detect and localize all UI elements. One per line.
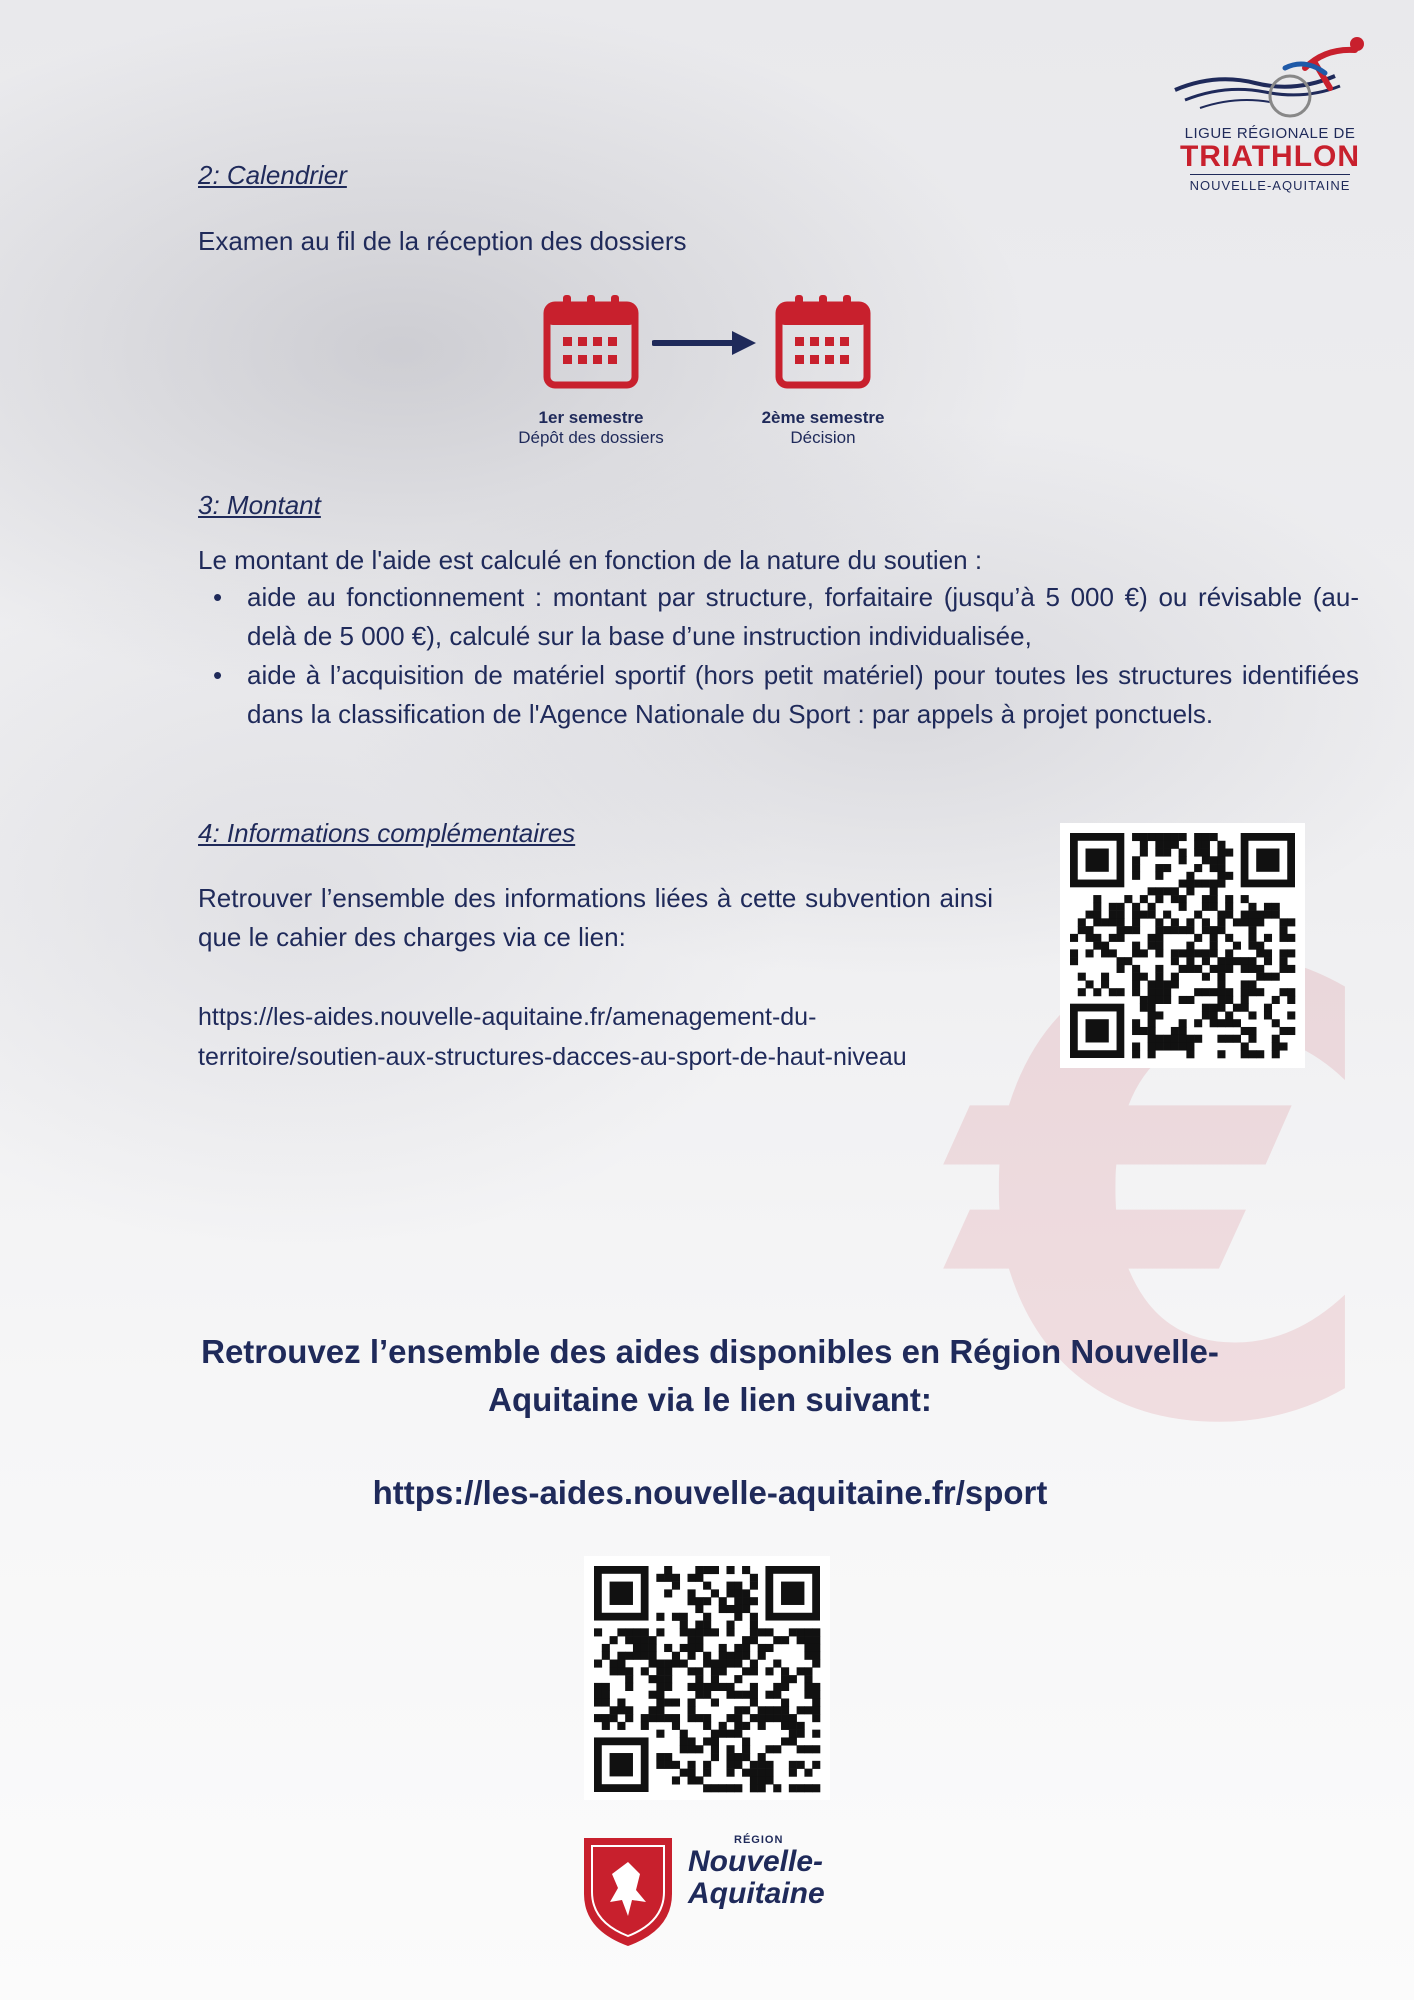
region-name2: Aquitaine <box>688 1877 825 1910</box>
region-text <box>688 1834 848 1910</box>
arrow-right-icon <box>652 328 762 358</box>
calendar-icon <box>775 295 871 390</box>
section3-bullets <box>195 578 1359 734</box>
section4-link-line1[interactable]: https://les-aides.nouvelle-aquitaine.fr/amenagement-du- <box>198 1003 817 1031</box>
region-small: RÉGION <box>734 1834 784 1846</box>
logo-line3: NOUVELLE-AQUITAINE <box>1190 174 1351 193</box>
step1-title: 1er semestre <box>538 408 644 427</box>
region-name1: Nouvelle- <box>688 1845 824 1878</box>
section3-heading: 3: Montant <box>198 490 321 520</box>
region-shield-icon <box>580 1834 676 1950</box>
step2-sub: Décision <box>790 428 856 447</box>
section4-link-line2[interactable]: territoire/soutien-aux-structures-dacces-au-sport-de-haut-niveau <box>198 1043 907 1071</box>
league-logo <box>1160 28 1380 195</box>
region-logo <box>580 1834 825 1955</box>
euro-watermark: € <box>955 839 1387 1560</box>
list-item: • aide à l’acquisition de matériel sportif (hors petit matériel) pour toutes les structures identifiées dans la classification de l'Agence Nationale du Sport : par appels à projet ponctuels. <box>247 656 1359 734</box>
cta-line2: Aquitaine via le lien suivant: <box>488 1381 932 1418</box>
section4-link[interactable] <box>198 997 907 1077</box>
cta-text <box>180 1328 1240 1424</box>
step1-caption <box>481 408 701 448</box>
list-item: • aide au fonctionnement : montant par structure, forfaitaire (jusqu’à 5 000 €) ou révisable (au-delà de 5 000 €), calculé sur la base d’une instruction individualisée, <box>247 578 1359 656</box>
section4-heading: 4: Informations complémentaires <box>198 818 576 848</box>
section2-text: Examen au fil de la réception des dossiers <box>198 226 687 256</box>
step2-caption <box>713 408 933 448</box>
cta-line1: Retrouvez l’ensemble des aides disponibles en Région Nouvelle- <box>201 1333 1219 1370</box>
logo-line2: TRIATHLON <box>1179 140 1361 173</box>
qr-code[interactable] <box>1060 823 1305 1068</box>
step1-sub: Dépôt des dossiers <box>518 428 664 447</box>
section4-text: Retrouver l’ensemble des informations liées à cette subvention ainsi que le cahier des charges via ce lien: <box>198 883 993 952</box>
triathlete-icon <box>1165 28 1375 120</box>
step2-title: 2ème semestre <box>761 408 885 427</box>
calendar-icon <box>543 295 639 390</box>
section3-intro: Le montant de l'aide est calculé en fonction de la nature du soutien : <box>198 545 983 575</box>
section2-heading: 2: Calendrier <box>198 160 347 190</box>
cta-link[interactable]: https://les-aides.nouvelle-aquitaine.fr/sport <box>372 1474 1048 1511</box>
qr-code[interactable] <box>584 1556 830 1800</box>
logo-line1: LIGUE RÉGIONALE DE <box>1184 125 1356 142</box>
